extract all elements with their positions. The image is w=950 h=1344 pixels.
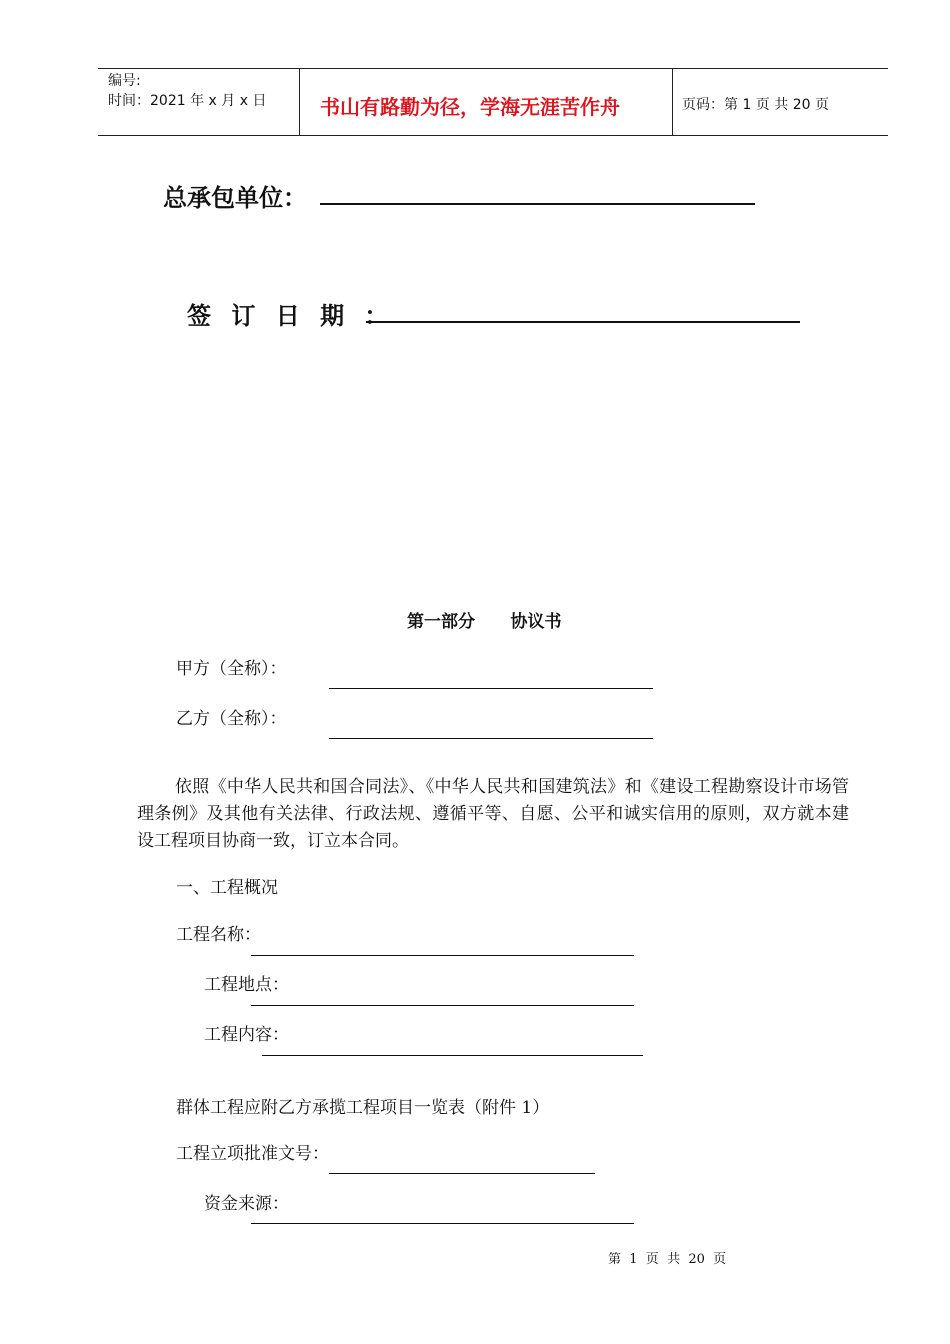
project-location-underline xyxy=(251,1005,634,1006)
party-a-underline xyxy=(329,688,653,689)
contractor-label: 总承包单位： xyxy=(163,184,307,212)
header-top-border xyxy=(98,68,888,69)
project-content-underline xyxy=(262,1055,643,1056)
fund-source-underline xyxy=(251,1223,634,1224)
fund-source-label: 资金来源： xyxy=(204,1194,289,1214)
party-b-underline xyxy=(329,738,653,739)
contractor-underline xyxy=(320,203,755,205)
intro-paragraph: 依照《中华人民共和国合同法》、《中华人民共和国建筑法》和《建设工程勘察设计市场管理条例》及其他有关法律、行政法规、遵循平等、自愿、公平和诚实信用的原则，双方就本建设工程项目协商一致，订立本合同。 xyxy=(137,777,849,851)
section-one-heading: 一、工程概况 xyxy=(176,878,278,898)
party-b-label: 乙方（全称）： xyxy=(176,709,287,729)
footer-page-number: 第 1 页 共 20 页 xyxy=(608,1252,727,1267)
header-time-label: 时间：2021 年 x 月 x 日 xyxy=(108,93,267,109)
agreement-title: 第一部分 协议书 xyxy=(407,612,562,632)
group-project-note: 群体工程应附乙方承揽工程项目一览表（附件 1） xyxy=(176,1098,550,1118)
header-divider-right xyxy=(672,68,673,136)
project-name-underline xyxy=(251,955,634,956)
header-divider-left xyxy=(299,68,300,136)
approval-number-underline xyxy=(329,1173,595,1174)
header-page-info: 页码：第 1 页 共 20 页 xyxy=(682,97,829,113)
project-name-label: 工程名称： xyxy=(176,925,261,945)
sign-date-underline xyxy=(366,321,800,323)
header-number-label: 编号: xyxy=(108,73,141,89)
sign-date-label: 签 订 日 期 ： xyxy=(187,302,395,330)
header-motto: 书山有路勤为径，学海无涯苦作舟 xyxy=(320,95,620,119)
party-a-label: 甲方（全称）： xyxy=(176,659,287,679)
header-bottom-border xyxy=(98,135,888,136)
approval-number-label: 工程立项批准文号： xyxy=(176,1144,329,1164)
project-location-label: 工程地点： xyxy=(204,975,289,995)
project-content-label: 工程内容： xyxy=(204,1025,289,1045)
